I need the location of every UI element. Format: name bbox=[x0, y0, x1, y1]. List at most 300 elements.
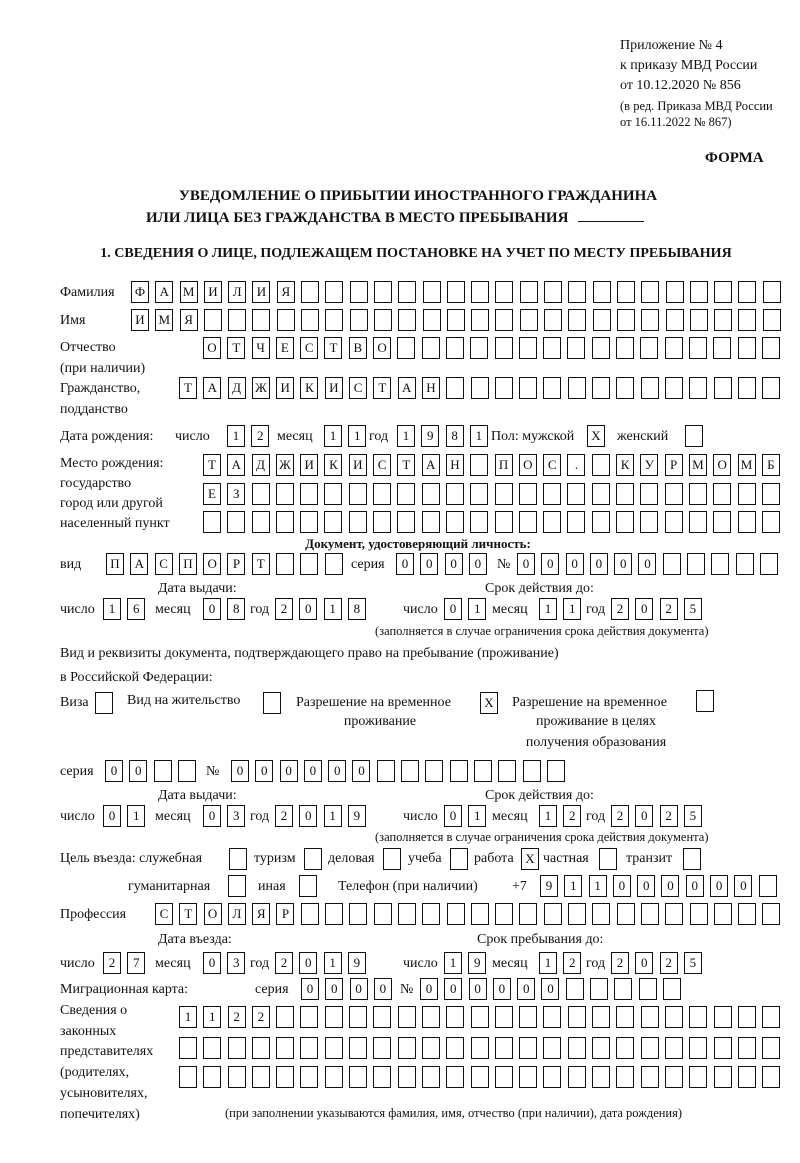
char-box[interactable] bbox=[301, 309, 319, 331]
char-box[interactable]: 9 bbox=[421, 425, 439, 447]
char-box[interactable]: 1 bbox=[470, 425, 488, 447]
char-box[interactable]: 0 bbox=[613, 875, 631, 897]
char-box[interactable] bbox=[349, 903, 367, 925]
char-box[interactable]: 2 bbox=[563, 952, 581, 974]
birthplace-field-1[interactable] bbox=[203, 454, 780, 476]
char-box[interactable] bbox=[349, 483, 367, 505]
char-box[interactable]: 0 bbox=[469, 553, 487, 575]
dob-year-field[interactable] bbox=[397, 425, 488, 447]
checkbox-box[interactable] bbox=[696, 690, 714, 712]
char-box[interactable] bbox=[713, 483, 731, 505]
char-box[interactable] bbox=[641, 309, 659, 331]
char-box[interactable] bbox=[543, 483, 561, 505]
char-box[interactable] bbox=[738, 281, 756, 303]
char-box[interactable] bbox=[665, 483, 683, 505]
char-box[interactable] bbox=[446, 1066, 464, 1088]
char-box[interactable] bbox=[377, 760, 395, 782]
char-box[interactable] bbox=[495, 903, 513, 925]
char-box[interactable] bbox=[422, 903, 440, 925]
char-box[interactable] bbox=[470, 483, 488, 505]
char-box[interactable] bbox=[471, 1066, 489, 1088]
patronymic-field[interactable] bbox=[203, 337, 780, 359]
char-box[interactable]: В bbox=[349, 337, 367, 359]
char-box[interactable] bbox=[179, 1037, 197, 1059]
char-box[interactable] bbox=[425, 760, 443, 782]
char-box[interactable]: А bbox=[422, 454, 440, 476]
char-box[interactable] bbox=[640, 483, 658, 505]
char-box[interactable]: У bbox=[640, 454, 658, 476]
id-number-field[interactable] bbox=[517, 553, 778, 575]
purpose-humanitarian-checkbox[interactable] bbox=[228, 875, 246, 897]
char-box[interactable]: 0 bbox=[444, 805, 462, 827]
char-box[interactable] bbox=[374, 309, 392, 331]
char-box[interactable] bbox=[713, 337, 731, 359]
checkbox-box[interactable] bbox=[263, 692, 281, 714]
char-box[interactable] bbox=[543, 1066, 561, 1088]
char-box[interactable]: 1 bbox=[179, 1006, 197, 1028]
char-box[interactable] bbox=[641, 1066, 659, 1088]
char-box[interactable] bbox=[498, 760, 516, 782]
char-box[interactable] bbox=[543, 511, 561, 533]
char-box[interactable] bbox=[301, 281, 319, 303]
char-box[interactable]: М bbox=[180, 281, 198, 303]
checkbox-box[interactable] bbox=[228, 875, 246, 897]
id-issue-month-field[interactable] bbox=[203, 598, 245, 620]
char-box[interactable]: 2 bbox=[563, 805, 581, 827]
char-box[interactable] bbox=[689, 511, 707, 533]
checkbox-box[interactable] bbox=[685, 425, 703, 447]
char-box[interactable] bbox=[471, 377, 489, 399]
dob-month-field[interactable] bbox=[324, 425, 366, 447]
reps-field-2[interactable] bbox=[179, 1037, 780, 1059]
char-box[interactable] bbox=[325, 281, 343, 303]
citizenship-field[interactable] bbox=[179, 377, 780, 399]
char-box[interactable] bbox=[640, 337, 658, 359]
purpose-work-checkbox[interactable] bbox=[521, 848, 539, 870]
name-field[interactable] bbox=[131, 309, 781, 331]
char-box[interactable] bbox=[398, 903, 416, 925]
char-box[interactable]: 0 bbox=[203, 805, 221, 827]
char-box[interactable]: 0 bbox=[445, 553, 463, 575]
char-box[interactable]: И bbox=[131, 309, 149, 331]
char-box[interactable]: С bbox=[155, 553, 173, 575]
char-box[interactable]: 1 bbox=[324, 805, 342, 827]
char-box[interactable]: 9 bbox=[468, 952, 486, 974]
char-box[interactable]: 0 bbox=[203, 598, 221, 620]
char-box[interactable]: С bbox=[300, 337, 318, 359]
char-box[interactable]: 1 bbox=[468, 805, 486, 827]
char-box[interactable] bbox=[519, 1037, 537, 1059]
char-box[interactable] bbox=[543, 377, 561, 399]
char-box[interactable]: 2 bbox=[660, 952, 678, 974]
char-box[interactable]: 0 bbox=[638, 553, 656, 575]
char-box[interactable] bbox=[665, 1006, 683, 1028]
char-box[interactable] bbox=[398, 1066, 416, 1088]
char-box[interactable]: Т bbox=[252, 553, 270, 575]
char-box[interactable]: Р bbox=[276, 903, 294, 925]
char-box[interactable] bbox=[373, 511, 391, 533]
char-box[interactable]: Т bbox=[397, 454, 415, 476]
phone-field[interactable] bbox=[540, 875, 777, 897]
char-box[interactable]: О bbox=[203, 553, 221, 575]
char-box[interactable]: 3 bbox=[227, 805, 245, 827]
char-box[interactable] bbox=[641, 377, 659, 399]
char-box[interactable] bbox=[495, 377, 513, 399]
char-box[interactable]: 5 bbox=[684, 805, 702, 827]
char-box[interactable]: З bbox=[227, 483, 245, 505]
char-box[interactable]: И bbox=[276, 377, 294, 399]
char-box[interactable] bbox=[641, 1037, 659, 1059]
char-box[interactable] bbox=[616, 377, 634, 399]
char-box[interactable] bbox=[324, 483, 342, 505]
char-box[interactable] bbox=[759, 875, 777, 897]
char-box[interactable] bbox=[203, 1066, 221, 1088]
female-checkbox[interactable] bbox=[685, 425, 703, 447]
char-box[interactable] bbox=[763, 281, 781, 303]
char-box[interactable]: А bbox=[155, 281, 173, 303]
char-box[interactable]: Н bbox=[446, 454, 464, 476]
char-box[interactable]: Я bbox=[180, 309, 198, 331]
char-box[interactable] bbox=[398, 1037, 416, 1059]
char-box[interactable] bbox=[276, 1037, 294, 1059]
char-box[interactable] bbox=[446, 511, 464, 533]
char-box[interactable] bbox=[325, 1066, 343, 1088]
char-box[interactable] bbox=[447, 309, 465, 331]
char-box[interactable] bbox=[714, 309, 732, 331]
checkbox-box[interactable] bbox=[229, 848, 247, 870]
entry-day-field[interactable] bbox=[103, 952, 145, 974]
char-box[interactable] bbox=[471, 309, 489, 331]
until-year-field[interactable] bbox=[611, 952, 702, 974]
char-box[interactable] bbox=[640, 511, 658, 533]
char-box[interactable] bbox=[641, 903, 659, 925]
char-box[interactable] bbox=[446, 1006, 464, 1028]
char-box[interactable]: М bbox=[689, 454, 707, 476]
char-box[interactable] bbox=[590, 978, 608, 1000]
char-box[interactable] bbox=[350, 309, 368, 331]
char-box[interactable] bbox=[665, 1037, 683, 1059]
migration-series-field[interactable] bbox=[301, 978, 392, 1000]
char-box[interactable] bbox=[495, 337, 513, 359]
char-box[interactable]: 0 bbox=[299, 805, 317, 827]
char-box[interactable]: 0 bbox=[517, 978, 535, 1000]
stay-valid-year-field[interactable] bbox=[611, 805, 702, 827]
char-box[interactable] bbox=[614, 978, 632, 1000]
edu-permit-checkbox[interactable] bbox=[696, 690, 714, 712]
char-box[interactable]: И bbox=[325, 377, 343, 399]
char-box[interactable] bbox=[423, 281, 441, 303]
char-box[interactable] bbox=[398, 309, 416, 331]
char-box[interactable] bbox=[762, 1006, 780, 1028]
char-box[interactable] bbox=[663, 978, 681, 1000]
purpose-private-checkbox[interactable] bbox=[599, 848, 617, 870]
stay-issue-day-field[interactable] bbox=[103, 805, 145, 827]
char-box[interactable] bbox=[325, 1006, 343, 1028]
stay-issue-year-field[interactable] bbox=[275, 805, 366, 827]
char-box[interactable] bbox=[447, 903, 465, 925]
purpose-other-checkbox[interactable] bbox=[299, 875, 317, 897]
char-box[interactable]: 0 bbox=[661, 875, 679, 897]
char-box[interactable] bbox=[349, 511, 367, 533]
char-box[interactable] bbox=[665, 377, 683, 399]
char-box[interactable]: 8 bbox=[446, 425, 464, 447]
char-box[interactable]: О bbox=[203, 337, 221, 359]
char-box[interactable] bbox=[300, 1006, 318, 1028]
char-box[interactable]: Ч bbox=[252, 337, 270, 359]
char-box[interactable]: 2 bbox=[660, 598, 678, 620]
char-box[interactable]: 0 bbox=[635, 805, 653, 827]
profession-field[interactable] bbox=[155, 903, 780, 925]
id-issue-year-field[interactable] bbox=[275, 598, 366, 620]
char-box[interactable]: . bbox=[567, 454, 585, 476]
char-box[interactable]: Т bbox=[373, 377, 391, 399]
char-box[interactable] bbox=[568, 903, 586, 925]
char-box[interactable] bbox=[373, 1006, 391, 1028]
char-box[interactable] bbox=[567, 337, 585, 359]
id-valid-day-field[interactable] bbox=[444, 598, 486, 620]
char-box[interactable] bbox=[689, 1037, 707, 1059]
char-box[interactable]: О bbox=[373, 337, 391, 359]
char-box[interactable] bbox=[349, 1066, 367, 1088]
entry-year-field[interactable] bbox=[275, 952, 366, 974]
char-box[interactable] bbox=[568, 1006, 586, 1028]
char-box[interactable] bbox=[617, 903, 635, 925]
char-box[interactable] bbox=[470, 454, 488, 476]
char-box[interactable] bbox=[397, 511, 415, 533]
char-box[interactable] bbox=[762, 1066, 780, 1088]
char-box[interactable]: 0 bbox=[686, 875, 704, 897]
visa-checkbox[interactable] bbox=[95, 692, 113, 714]
char-box[interactable]: 0 bbox=[374, 978, 392, 1000]
char-box[interactable] bbox=[762, 903, 780, 925]
char-box[interactable]: П bbox=[179, 553, 197, 575]
char-box[interactable] bbox=[446, 1037, 464, 1059]
char-box[interactable]: 0 bbox=[396, 553, 414, 575]
char-box[interactable] bbox=[544, 903, 562, 925]
char-box[interactable] bbox=[276, 1066, 294, 1088]
char-box[interactable] bbox=[495, 1037, 513, 1059]
char-box[interactable] bbox=[474, 760, 492, 782]
char-box[interactable]: 0 bbox=[350, 978, 368, 1000]
char-box[interactable]: 1 bbox=[324, 952, 342, 974]
char-box[interactable]: 0 bbox=[203, 952, 221, 974]
char-box[interactable]: 2 bbox=[251, 425, 269, 447]
char-box[interactable]: 1 bbox=[539, 598, 557, 620]
char-box[interactable] bbox=[665, 337, 683, 359]
checkbox-box[interactable]: X bbox=[521, 848, 539, 870]
char-box[interactable]: 1 bbox=[539, 805, 557, 827]
char-box[interactable]: 0 bbox=[420, 553, 438, 575]
char-box[interactable] bbox=[204, 309, 222, 331]
char-box[interactable]: 2 bbox=[252, 1006, 270, 1028]
reps-field-3[interactable] bbox=[179, 1066, 780, 1088]
char-box[interactable]: 3 bbox=[227, 952, 245, 974]
char-box[interactable]: П bbox=[106, 553, 124, 575]
char-box[interactable]: 0 bbox=[493, 978, 511, 1000]
char-box[interactable]: 0 bbox=[541, 978, 559, 1000]
char-box[interactable] bbox=[252, 511, 270, 533]
char-box[interactable]: Я bbox=[252, 903, 270, 925]
char-box[interactable] bbox=[689, 377, 707, 399]
char-box[interactable] bbox=[373, 483, 391, 505]
char-box[interactable]: О bbox=[713, 454, 731, 476]
char-box[interactable]: 2 bbox=[611, 598, 629, 620]
char-box[interactable] bbox=[495, 281, 513, 303]
char-box[interactable]: 0 bbox=[566, 553, 584, 575]
char-box[interactable]: П bbox=[495, 454, 513, 476]
char-box[interactable] bbox=[397, 483, 415, 505]
char-box[interactable] bbox=[592, 337, 610, 359]
char-box[interactable]: С bbox=[349, 377, 367, 399]
char-box[interactable] bbox=[592, 454, 610, 476]
char-box[interactable] bbox=[690, 309, 708, 331]
char-box[interactable] bbox=[666, 309, 684, 331]
char-box[interactable] bbox=[519, 511, 537, 533]
char-box[interactable] bbox=[714, 1037, 732, 1059]
char-box[interactable] bbox=[325, 903, 343, 925]
char-box[interactable]: С bbox=[155, 903, 173, 925]
char-box[interactable] bbox=[300, 1066, 318, 1088]
char-box[interactable] bbox=[252, 1066, 270, 1088]
char-box[interactable]: 0 bbox=[635, 952, 653, 974]
residence-checkbox[interactable] bbox=[263, 692, 281, 714]
char-box[interactable] bbox=[738, 1037, 756, 1059]
char-box[interactable] bbox=[714, 377, 732, 399]
char-box[interactable] bbox=[760, 553, 778, 575]
char-box[interactable] bbox=[397, 337, 415, 359]
char-box[interactable]: Т bbox=[227, 337, 245, 359]
char-box[interactable] bbox=[519, 1066, 537, 1088]
char-box[interactable]: 2 bbox=[275, 598, 293, 620]
char-box[interactable]: И bbox=[300, 454, 318, 476]
char-box[interactable] bbox=[738, 1066, 756, 1088]
char-box[interactable]: 0 bbox=[710, 875, 728, 897]
char-box[interactable]: Я bbox=[277, 281, 295, 303]
char-box[interactable]: 0 bbox=[299, 952, 317, 974]
char-box[interactable] bbox=[519, 483, 537, 505]
char-box[interactable] bbox=[471, 281, 489, 303]
char-box[interactable] bbox=[252, 1037, 270, 1059]
char-box[interactable] bbox=[738, 483, 756, 505]
char-box[interactable]: Ж bbox=[252, 377, 270, 399]
birthplace-field-2[interactable] bbox=[203, 483, 780, 505]
birthplace-field-3[interactable] bbox=[203, 511, 780, 533]
char-box[interactable]: 7 bbox=[127, 952, 145, 974]
char-box[interactable]: Д bbox=[252, 454, 270, 476]
char-box[interactable] bbox=[689, 1006, 707, 1028]
purpose-transit-checkbox[interactable] bbox=[683, 848, 701, 870]
char-box[interactable] bbox=[179, 1066, 197, 1088]
char-box[interactable]: 1 bbox=[127, 805, 145, 827]
char-box[interactable] bbox=[495, 1006, 513, 1028]
char-box[interactable]: И bbox=[349, 454, 367, 476]
char-box[interactable]: Т bbox=[324, 337, 342, 359]
char-box[interactable]: 1 bbox=[564, 875, 582, 897]
char-box[interactable] bbox=[228, 309, 246, 331]
reps-field-1[interactable] bbox=[179, 1006, 780, 1028]
char-box[interactable]: 0 bbox=[231, 760, 249, 782]
char-box[interactable] bbox=[349, 1006, 367, 1028]
checkbox-box[interactable] bbox=[95, 692, 113, 714]
char-box[interactable] bbox=[714, 1066, 732, 1088]
char-box[interactable] bbox=[567, 483, 585, 505]
char-box[interactable] bbox=[665, 511, 683, 533]
char-box[interactable]: А bbox=[203, 377, 221, 399]
char-box[interactable] bbox=[325, 553, 343, 575]
char-box[interactable] bbox=[714, 903, 732, 925]
char-box[interactable] bbox=[276, 483, 294, 505]
char-box[interactable]: 9 bbox=[348, 952, 366, 974]
char-box[interactable]: 2 bbox=[103, 952, 121, 974]
char-box[interactable]: О bbox=[204, 903, 222, 925]
char-box[interactable] bbox=[519, 337, 537, 359]
char-box[interactable]: 0 bbox=[734, 875, 752, 897]
char-box[interactable] bbox=[736, 553, 754, 575]
char-box[interactable]: 0 bbox=[444, 598, 462, 620]
char-box[interactable] bbox=[495, 309, 513, 331]
char-box[interactable] bbox=[592, 1006, 610, 1028]
temp-permit-checkbox[interactable] bbox=[480, 692, 498, 714]
char-box[interactable] bbox=[663, 553, 681, 575]
char-box[interactable] bbox=[566, 978, 584, 1000]
char-box[interactable]: 0 bbox=[255, 760, 273, 782]
char-box[interactable]: 0 bbox=[328, 760, 346, 782]
char-box[interactable]: К bbox=[324, 454, 342, 476]
char-box[interactable] bbox=[592, 483, 610, 505]
char-box[interactable] bbox=[373, 1066, 391, 1088]
char-box[interactable] bbox=[738, 1006, 756, 1028]
checkbox-box[interactable] bbox=[304, 848, 322, 870]
char-box[interactable]: И bbox=[204, 281, 222, 303]
char-box[interactable]: 2 bbox=[275, 805, 293, 827]
char-box[interactable] bbox=[568, 281, 586, 303]
char-box[interactable] bbox=[593, 281, 611, 303]
male-checkbox[interactable] bbox=[587, 425, 605, 447]
char-box[interactable]: М bbox=[155, 309, 173, 331]
char-box[interactable]: 9 bbox=[348, 805, 366, 827]
purpose-official-checkbox[interactable] bbox=[229, 848, 247, 870]
char-box[interactable] bbox=[762, 1037, 780, 1059]
char-box[interactable]: Т bbox=[179, 903, 197, 925]
char-box[interactable]: 0 bbox=[304, 760, 322, 782]
char-box[interactable] bbox=[519, 903, 537, 925]
char-box[interactable] bbox=[520, 281, 538, 303]
stay-valid-month-field[interactable] bbox=[539, 805, 581, 827]
char-box[interactable]: 2 bbox=[275, 952, 293, 974]
char-box[interactable] bbox=[373, 1037, 391, 1059]
char-box[interactable]: 0 bbox=[444, 978, 462, 1000]
char-box[interactable] bbox=[276, 553, 294, 575]
char-box[interactable]: 1 bbox=[589, 875, 607, 897]
char-box[interactable] bbox=[738, 309, 756, 331]
checkbox-box[interactable]: X bbox=[480, 692, 498, 714]
char-box[interactable] bbox=[227, 511, 245, 533]
char-box[interactable] bbox=[324, 511, 342, 533]
char-box[interactable] bbox=[276, 511, 294, 533]
purpose-tourism-checkbox[interactable] bbox=[304, 848, 322, 870]
char-box[interactable] bbox=[547, 760, 565, 782]
char-box[interactable] bbox=[398, 1006, 416, 1028]
char-box[interactable]: С bbox=[543, 454, 561, 476]
char-box[interactable] bbox=[738, 511, 756, 533]
char-box[interactable]: 1 bbox=[203, 1006, 221, 1028]
char-box[interactable] bbox=[374, 903, 392, 925]
char-box[interactable]: 0 bbox=[129, 760, 147, 782]
purpose-business-checkbox[interactable] bbox=[383, 848, 401, 870]
char-box[interactable] bbox=[471, 1037, 489, 1059]
char-box[interactable] bbox=[568, 309, 586, 331]
char-box[interactable]: Т bbox=[179, 377, 197, 399]
